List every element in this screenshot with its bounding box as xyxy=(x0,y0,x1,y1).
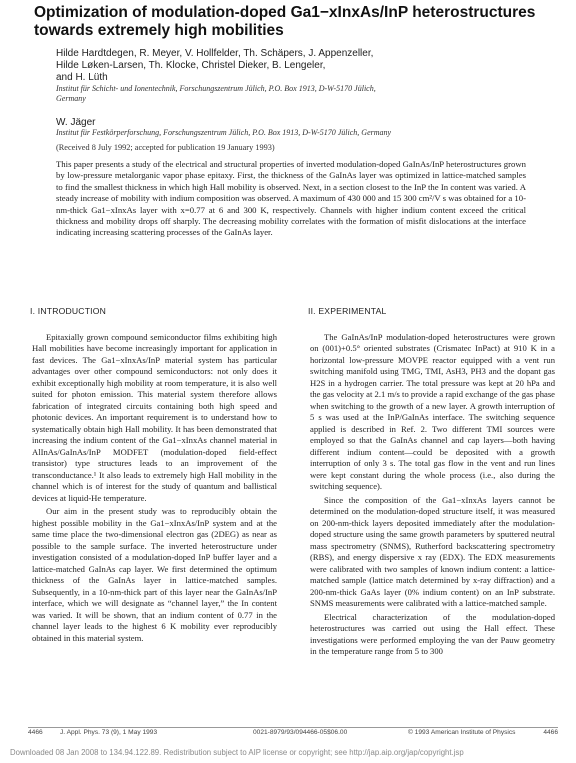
right-column xyxy=(310,306,555,660)
abstract: This paper presents a study of the electrical and structural properties of inverted modulation-doped GaInAs/InP heterostructures grown by low-pressure metalorganic vapor phase epitaxy. First, the thickness of the GaInAs layer was optimized in lattice-matched samples to find the smallest thickness in which high Hall mobility is observed. Next, in a section closest to the InP the In content was varied. A steady increase of mobility with indium composition was observed. A maximum of 430 000 and 15 300 cm²/V s was obtained for a 10-nm-thick Ga1−xInxAs layer with x=0.77 at 6 and 300 K, respectively. Channels with higher indium content exceed the critical thickness and mobility drops off sharply. The decreasing mobility correlates with the formation of misfit dislocations at the interface indicating increasing scattering processes of the GaInAs layer. xyxy=(56,159,526,238)
title-line-2: towards extremely high mobilities xyxy=(34,22,284,39)
page-number-right: 4466 xyxy=(543,729,558,736)
journal-citation: J. Appl. Phys. 73 (9), 1 May 1993 xyxy=(60,729,158,736)
experimental-paragraph-3: Electrical characterization of the modulation-doped heterostructures was carried out using the Hall effect. These investigations were performed employing the van der Pauw geometry in the temperature range from 5 to 300 xyxy=(310,611,555,656)
article-title xyxy=(34,4,554,40)
author-line-1: Hilde Hardtdegen, R. Meyer, V. Hollfelder, Th. Schäpers, J. Appenzeller, xyxy=(56,48,374,59)
received-dates: (Received 8 July 1992; accepted for publication 19 January 1993) xyxy=(56,143,275,152)
left-column xyxy=(32,306,277,646)
experimental-heading: II. EXPERIMENTAL xyxy=(308,306,387,316)
affiliation-1-line-2: Germany xyxy=(56,94,86,103)
introduction-paragraph-2: Our aim in the present study was to reproducibly obtain the highest possible mobility in the Ga1−xInxAs/InP system and at the same time place the two-dimensional electron gas (2DEG) as near as possible to the sample surface. The inverted heterostructure under investigation consisted of a modulation-doped InP buffer layer and a lattice-matched GaInAs cap layer. We first determined the optimum thickness of the GaInAs layer in lattice-matched samples. Subsequently, in a 10-nm-thick part of this layer near the GaInAs/InP interface, which we will designate as “channel layer,” the In content was varied. It will be shown, that an indium content of 0.77 in the channel layer leads to the highest 6 K mobility ever reproducibly obtained in this material system. xyxy=(32,506,277,643)
author-list xyxy=(56,48,536,84)
experimental-paragraph-1: The GaInAs/InP modulation-doped heterostructures were grown on (001)+0.5° oriented substrates (Crismatec InPact) at 910 K in a horizontal low-pressure MOVPE reactor equipped with a vent run switching manifold using TMG, TMI, AsH3, PH3 and the dopant gas H2S in a hydrogen carrier. The total pressure was kept at 20 hPa and the gas velocity at 2.1 m/s to provide a rapid exchange of the gas phase when switching to the growth of a new layer. A growth interruption of 5 s was used at the InP/GaInAs interface. The switching sequence applied is described in Ref. 2. Two different TMI sources were employed so that the GaInAs channel and cap layers—both having different indium content—could be deposited with a growth interruption of only 3 s. The total gas flow in the vent and run lines were kept constant during the whole process (i.e., also during the switching sequence). xyxy=(310,331,555,491)
author-line-3: and H. Lüth xyxy=(56,72,108,83)
title-line-1: Optimization of modulation-doped Ga1−xInxAs/InP heterostructures xyxy=(34,4,536,21)
page-footer xyxy=(28,729,558,741)
introduction-paragraph-1: Epitaxially grown compound semiconductor films exhibiting high Hall mobilities have become increasingly important for application in fast devices. The Ga1−xInxAs/InP material system has particular advantages over other compound semiconductors: not only does it exhibit exceptionally high mobility at room temperature, it is also well suited for photon emission. This material system therefore allows fabrication of integrated circuits containing both high speed and photonic devices. An important requirement is to understand how to systematically obtain high Hall mobility. It has been demonstrated that increasing the indium content of the Ga1−xInxAs channel material in AlInAs/GaInAs/InP MODFET (modulation-doped field-effect transistor) type structures leads to an improvement of the transconductance.¹ It also leads to extremely high Hall mobility in the channel which is of interest for the study of quantum and ballistical devices at liquid-He temperature. xyxy=(32,331,277,503)
page-number-left: 4466 xyxy=(28,729,43,736)
copyright-notice: © 1993 American Institute of Physics xyxy=(408,729,516,736)
introduction-heading: I. INTRODUCTION xyxy=(30,306,107,316)
article-code: 0021-8979/93/094466-05$06.00 xyxy=(253,729,348,736)
author-line-2: Hilde Løken-Larsen, Th. Klocke, Christel Dieker, B. Lengeler, xyxy=(56,60,326,71)
author-2: W. Jäger xyxy=(56,117,96,128)
experimental-paragraph-2: Since the composition of the Ga1−xInxAs layers cannot be determined on the modulation-doped structure itself, it was measured on 200-nm-thick layers deposited immediately after the modulation-doped structure using the same growth parameters by sputtered neutral mass spectrometry (SNMS), Rutherford backscattering spectrometry (RBS), and energy dispersive x ray (EDX). The EDX measurements were calibrated with two samples of known indium content: a lattice-matched sample (lattice match determined by x-ray diffraction) and a 200-nm-thick GaAs layer (0% indium content) on an InP substrate. SNMS measurements were calibrated with a lattice-matched sample. xyxy=(310,494,555,608)
affiliation-1 xyxy=(56,84,536,104)
affiliation-2: Institut für Festkörperforschung, Forschungszentrum Jülich, P.O. Box 1913, D-W-5170 Jülich, Germany xyxy=(56,128,392,137)
download-notice: Downloaded 08 Jan 2008 to 134.94.122.89. Redistribution subject to AIP license or copyright; see http://jap.aip.org/jap/copyright.jsp xyxy=(10,748,464,757)
affiliation-1-line-1: Institut für Schicht- und Ionentechnik, Forschungszentrum Jülich, P.O. Box 1913, D-W-5170 Jülich, xyxy=(56,84,376,93)
footer-rule xyxy=(28,727,558,728)
